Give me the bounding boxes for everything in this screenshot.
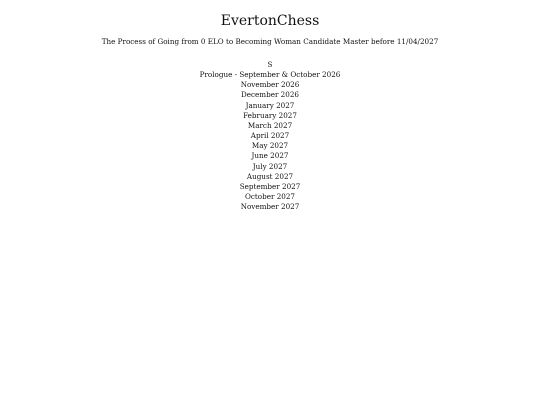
nav-item-august-2027[interactable]: August 2027: [246, 171, 294, 181]
nav-item-november-2026[interactable]: November 2026: [240, 80, 300, 90]
nav-item-january-2027[interactable]: January 2027: [245, 100, 295, 110]
nav-item-march-2027[interactable]: March 2027: [247, 120, 293, 130]
nav-item-february-2027[interactable]: February 2027: [243, 110, 297, 120]
site-subtitle: The Process of Going from 0 ELO to Becoming Woman Candidate Master before 11/04/2027: [101, 37, 439, 46]
nav-item-may-2027[interactable]: May 2027: [251, 141, 289, 151]
site-title[interactable]: EvertonChess: [220, 13, 320, 29]
nav-item-december-2026[interactable]: December 2026: [241, 90, 299, 100]
nav-item-september-2027[interactable]: September 2027: [239, 181, 301, 191]
nav-item-june-2027[interactable]: June 2027: [251, 151, 289, 161]
nav-item-april-2027[interactable]: April 2027: [250, 131, 290, 141]
nav-item-july-2027[interactable]: July 2027: [252, 161, 288, 171]
nav-item-november-2027[interactable]: November 2027: [240, 202, 300, 212]
month-nav: [0, 60, 540, 212]
nav-item-prologue[interactable]: Prologue - September & October 2026: [199, 70, 341, 80]
nav-item-october-2027[interactable]: October 2027: [244, 192, 295, 202]
nav-item-s[interactable]: S: [267, 60, 273, 69]
